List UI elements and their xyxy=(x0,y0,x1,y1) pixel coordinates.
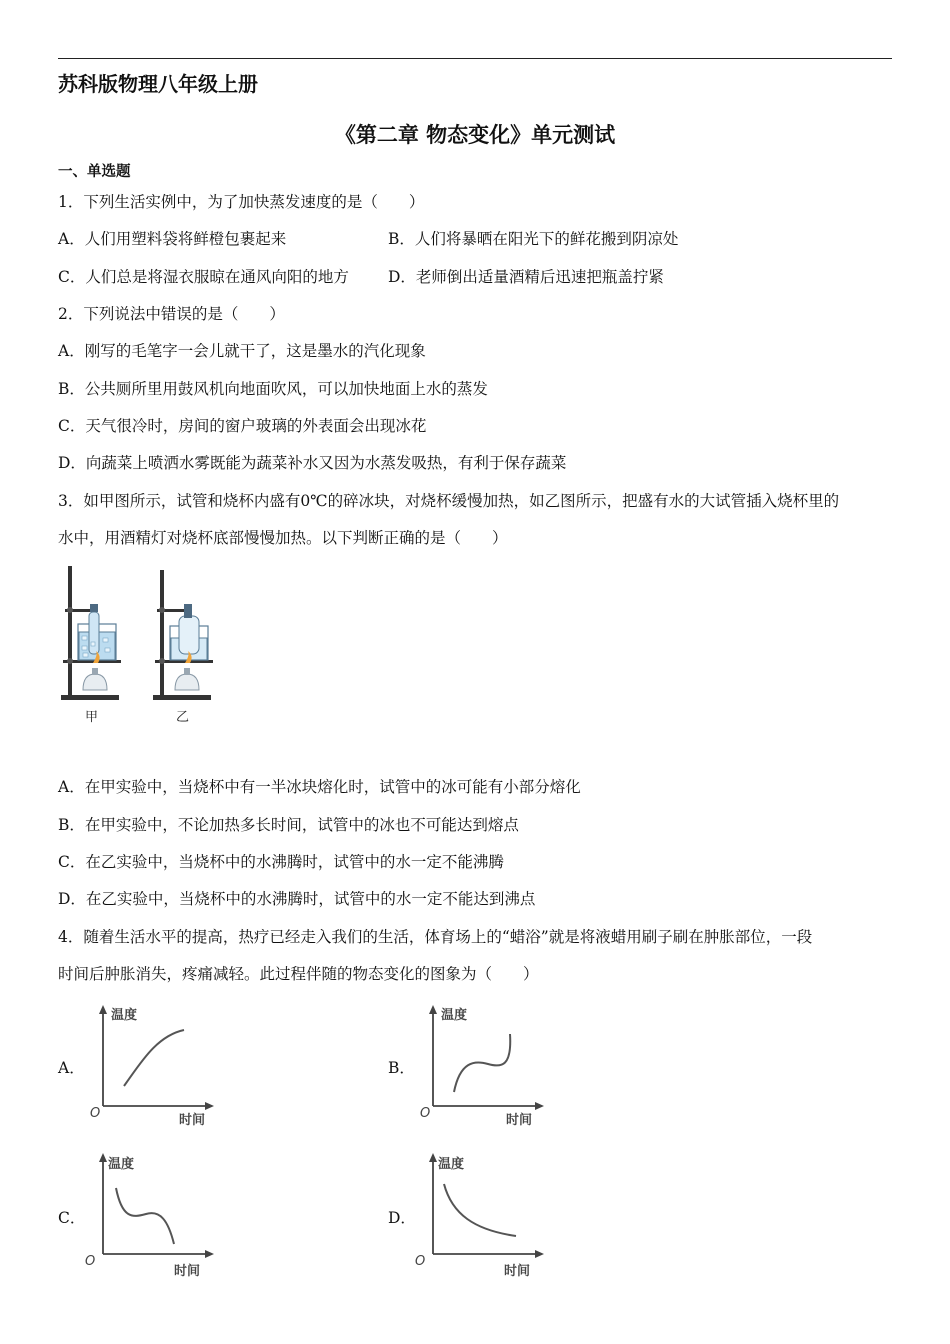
q3-option-d[interactable]: D．在乙实验中，当烧杯中的水沸腾时，试管中的水一定不能达到沸点 xyxy=(58,890,536,908)
q2-option-a[interactable]: A．刚写的毛笔字一会儿就干了，这是墨水的汽化现象 xyxy=(58,342,426,360)
graph-b-ylabel: 温度 xyxy=(441,1008,468,1023)
q1-option-d[interactable]: D．老师倒出适量酒精后迅速把瓶盖拧紧 xyxy=(388,268,664,286)
graph-b-origin: O xyxy=(420,1106,431,1121)
q4-option-c-label[interactable]: C． xyxy=(58,1209,86,1227)
q2-stem: 2．下列说法中错误的是（ ） xyxy=(58,305,285,323)
q2-option-b[interactable]: B．公共厕所里用鼓风机向地面吹风，可以加快地面上水的蒸发 xyxy=(58,380,488,398)
q3-option-a[interactable]: A．在甲实验中，当烧杯中有一半冰块熔化时，试管中的冰可能有小部分熔化 xyxy=(58,778,581,796)
graph-d-ylabel: 温度 xyxy=(438,1157,465,1172)
figure-label-yi: 乙 xyxy=(176,710,190,725)
q4-option-a-label[interactable]: A． xyxy=(58,1059,85,1077)
q4-graph-d[interactable] xyxy=(415,1148,553,1283)
figure-label-jia: 甲 xyxy=(85,710,99,725)
graph-c-origin: O xyxy=(85,1254,96,1269)
graph-a-xlabel: 时间 xyxy=(179,1113,206,1128)
q1-option-b[interactable]: B．人们将暴晒在阳光下的鲜花搬到阴凉处 xyxy=(388,230,679,248)
graph-b-xlabel: 时间 xyxy=(506,1113,533,1128)
q4-option-d-label[interactable]: D． xyxy=(388,1209,416,1227)
graph-a-ylabel: 温度 xyxy=(111,1008,138,1023)
graph-d-xlabel: 时间 xyxy=(504,1264,531,1279)
apparatus-yi xyxy=(153,570,213,700)
graph-a-origin: O xyxy=(90,1106,101,1121)
q4-stem-line1: 4．随着生活水平的提高，热疗已经走入我们的生活，体育场上的“蜡浴”就是将液蜡用刷子刷在肿胀部位，一段 xyxy=(58,928,813,946)
test-title: 《第二章 物态变化》单元测试 xyxy=(334,123,616,147)
q4-option-b-label[interactable]: B． xyxy=(388,1059,415,1077)
q1-option-c[interactable]: C．人们总是将湿衣服晾在通风向阳的地方 xyxy=(58,268,349,286)
graph-c-xlabel: 时间 xyxy=(174,1264,201,1279)
q4-graph-c[interactable] xyxy=(85,1148,223,1283)
q2-option-d[interactable]: D．向蔬菜上喷洒水雾既能为蔬菜补水又因为水蒸发吸热，有利于保存蔬菜 xyxy=(58,454,567,472)
graph-c-ylabel: 温度 xyxy=(108,1157,135,1172)
q3-option-c[interactable]: C．在乙实验中，当烧杯中的水沸腾时，试管中的水一定不能沸腾 xyxy=(58,853,504,871)
q3-stem-line2: 水中，用酒精灯对烧杯底部慢慢加热。以下判断正确的是（ ） xyxy=(58,529,508,547)
graph-d-origin: O xyxy=(415,1254,426,1269)
q3-apparatus-figure xyxy=(55,560,215,730)
apparatus-jia xyxy=(61,566,121,700)
top-rule xyxy=(58,58,892,59)
book-heading: 苏科版物理八年级上册 xyxy=(58,72,258,96)
q3-option-b[interactable]: B．在甲实验中，不论加热多长时间，试管中的冰也不可能达到熔点 xyxy=(58,816,519,834)
section-label: 一、单选题 xyxy=(58,164,131,180)
q2-option-c[interactable]: C．天气很冷时，房间的窗户玻璃的外表面会出现冰花 xyxy=(58,417,427,435)
q1-option-a[interactable]: A．人们用塑料袋将鲜橙包裹起来 xyxy=(58,230,287,248)
q4-stem-line2: 时间后肿胀消失，疼痛减轻。此过程伴随的物态变化的图象为（ ） xyxy=(58,965,539,983)
q4-graph-b[interactable] xyxy=(418,1000,553,1135)
q3-stem-line1: 3．如甲图所示，试管和烧杯内盛有0℃的碎冰块，对烧杯缓慢加热，如乙图所示，把盛有水的大试管插入烧杯里的 xyxy=(58,492,840,510)
q4-graph-a[interactable] xyxy=(88,1000,223,1135)
q1-stem: 1．下列生活实例中，为了加快蒸发速度的是（ ） xyxy=(58,193,425,211)
